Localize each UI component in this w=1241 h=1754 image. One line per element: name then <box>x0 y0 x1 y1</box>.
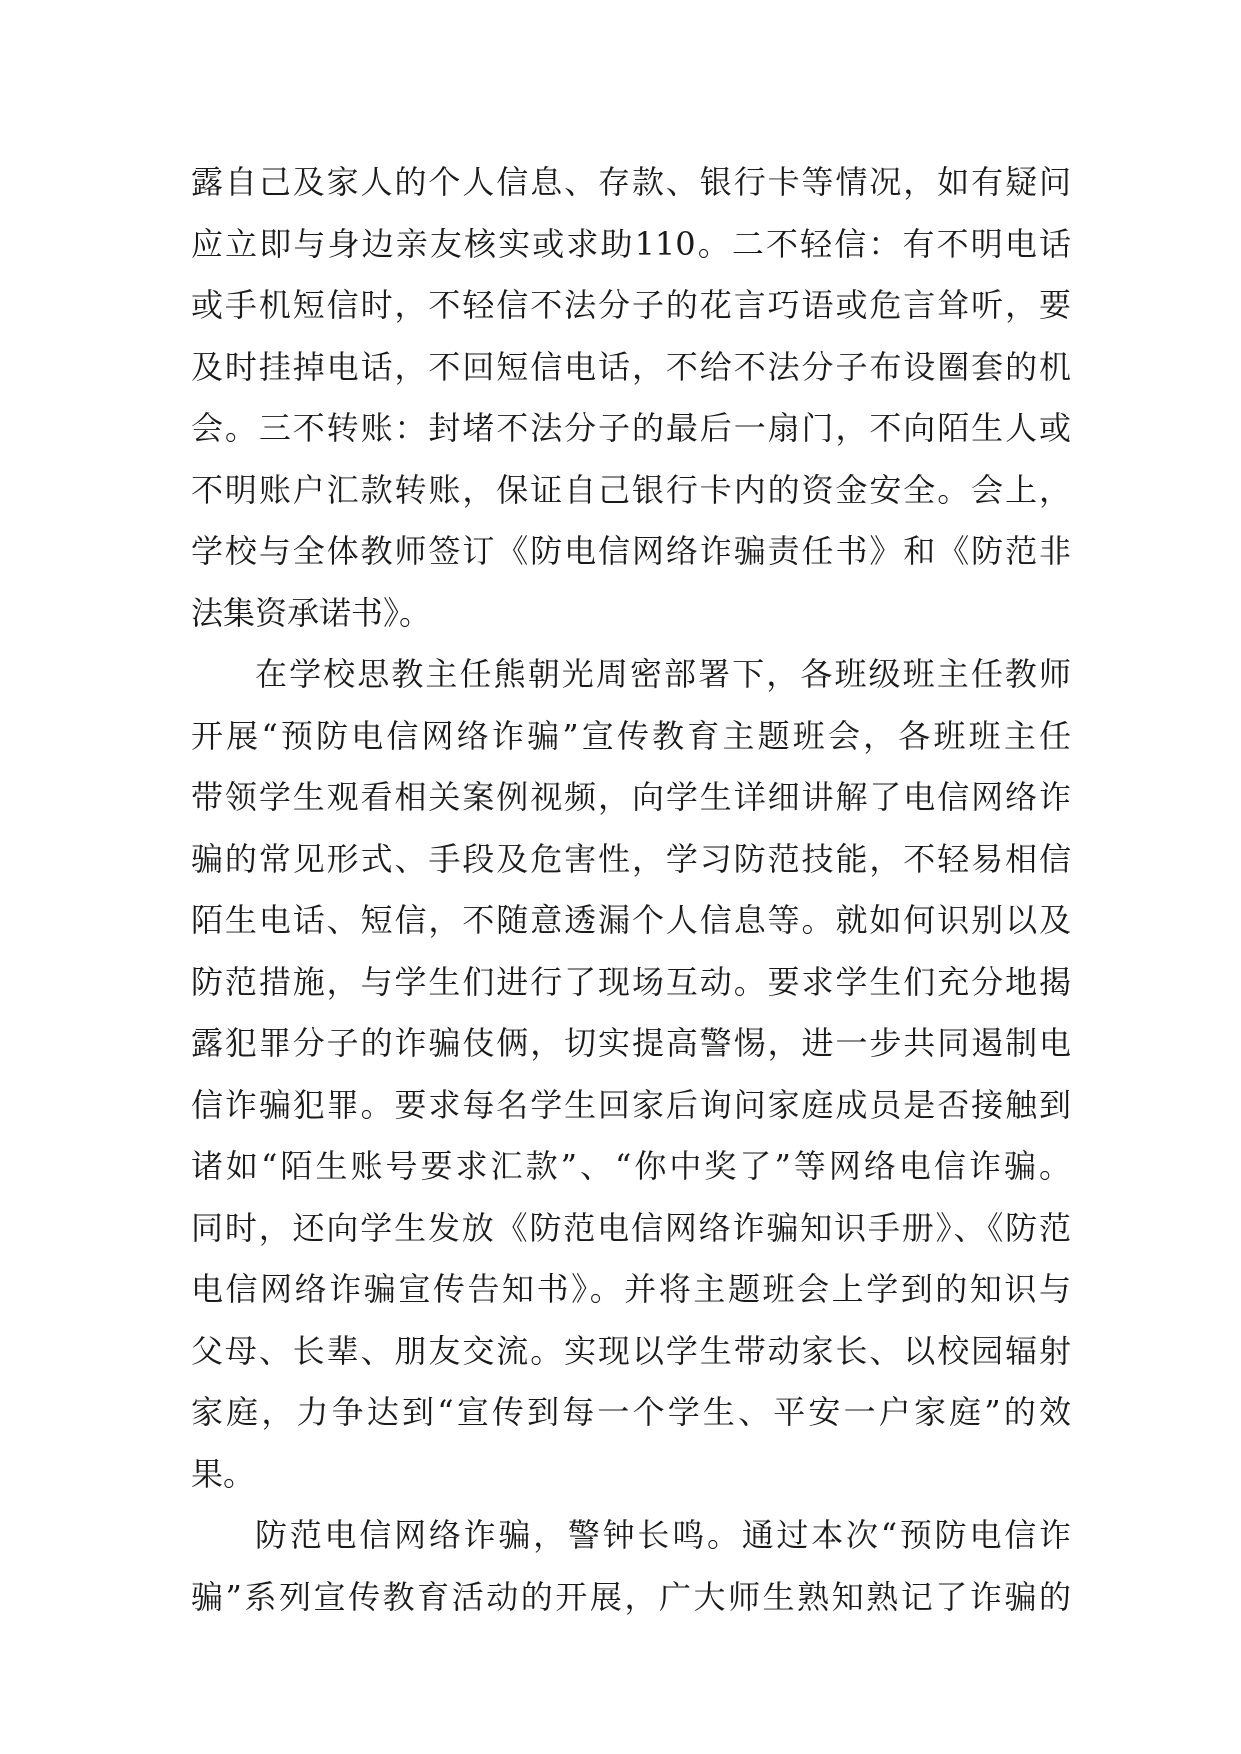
paragraph-3 <box>191 1505 1071 1628</box>
text-line: 父母、长辈、朋友交流。实现以学生带动家长、以校园辐射 <box>191 1331 1071 1370</box>
text-line: 在学校思教主任熊朝光周密部署下，各班级班主任教师 <box>255 655 1071 693</box>
text-line: 骗”系列宣传教育活动的开展，广大师生熟知熟记了诈骗的 <box>191 1577 1071 1616</box>
text-line: 骗的常见形式、手段及危害性，学习防范技能，不轻易相信 <box>191 839 1071 878</box>
text-line: 同时，还向学生发放《防范电信网络诈骗知识手册》、《防范 <box>191 1208 1071 1247</box>
text-line: 会。三不转账：封堵不法分子的最后一扇门，不向陌生人或 <box>191 409 1071 447</box>
text-line: 或手机短信时，不轻信不法分子的花言巧语或危言耸听，要 <box>191 286 1071 324</box>
text-line: 应立即与身边亲友核实或求助110。二不轻信：有不明电话 <box>191 224 1071 263</box>
text-line: 开展“预防电信网络诈骗”宣传教育主题班会，各班班主任 <box>191 716 1071 755</box>
paragraph-2 <box>191 644 1071 1505</box>
text-line: 不明账户汇款转账，保证自己银行卡内的资金安全。会上， <box>191 470 1071 509</box>
text-line: 露自己及家人的个人信息、存款、银行卡等情况，如有疑问 <box>191 163 1071 201</box>
paragraph-1 <box>191 152 1071 644</box>
text-line: 防范措施，与学生们进行了现场互动。要求学生们充分地揭 <box>191 962 1071 1001</box>
text-line: 信诈骗犯罪。要求每名学生回家后询问家庭成员是否接触到 <box>191 1085 1071 1124</box>
text-line: 诸如“陌生账号要求汇款”、“你中奖了”等网络电信诈骗。 <box>191 1147 1071 1185</box>
text-line: 陌生电话、短信，不随意透漏个人信息等。就如何识别以及 <box>191 901 1071 939</box>
text-line: 家庭，力争达到“宣传到每一个学生、平安一户家庭”的效 <box>191 1393 1071 1431</box>
text-line: 防范电信网络诈骗，警钟长鸣。通过本次“预防电信诈 <box>255 1516 1071 1554</box>
text-line: 法集资承诺书》。 <box>191 593 432 632</box>
text-line: 及时挂掉电话，不回短信电话，不给不法分子布设圈套的机 <box>191 347 1071 386</box>
text-line: 带领学生观看相关案例视频，向学生详细讲解了电信网络诈 <box>191 778 1071 816</box>
document-body <box>191 152 1071 1628</box>
text-line: 学校与全体教师签订《防电信网络诈骗责任书》和《防范非 <box>191 532 1071 570</box>
text-line: 露犯罪分子的诈骗伎俩，切实提高警惕，进一步共同遏制电 <box>191 1024 1071 1062</box>
text-line: 果。 <box>191 1454 256 1493</box>
text-line: 电信网络诈骗宣传告知书》。并将主题班会上学到的知识与 <box>191 1270 1071 1308</box>
